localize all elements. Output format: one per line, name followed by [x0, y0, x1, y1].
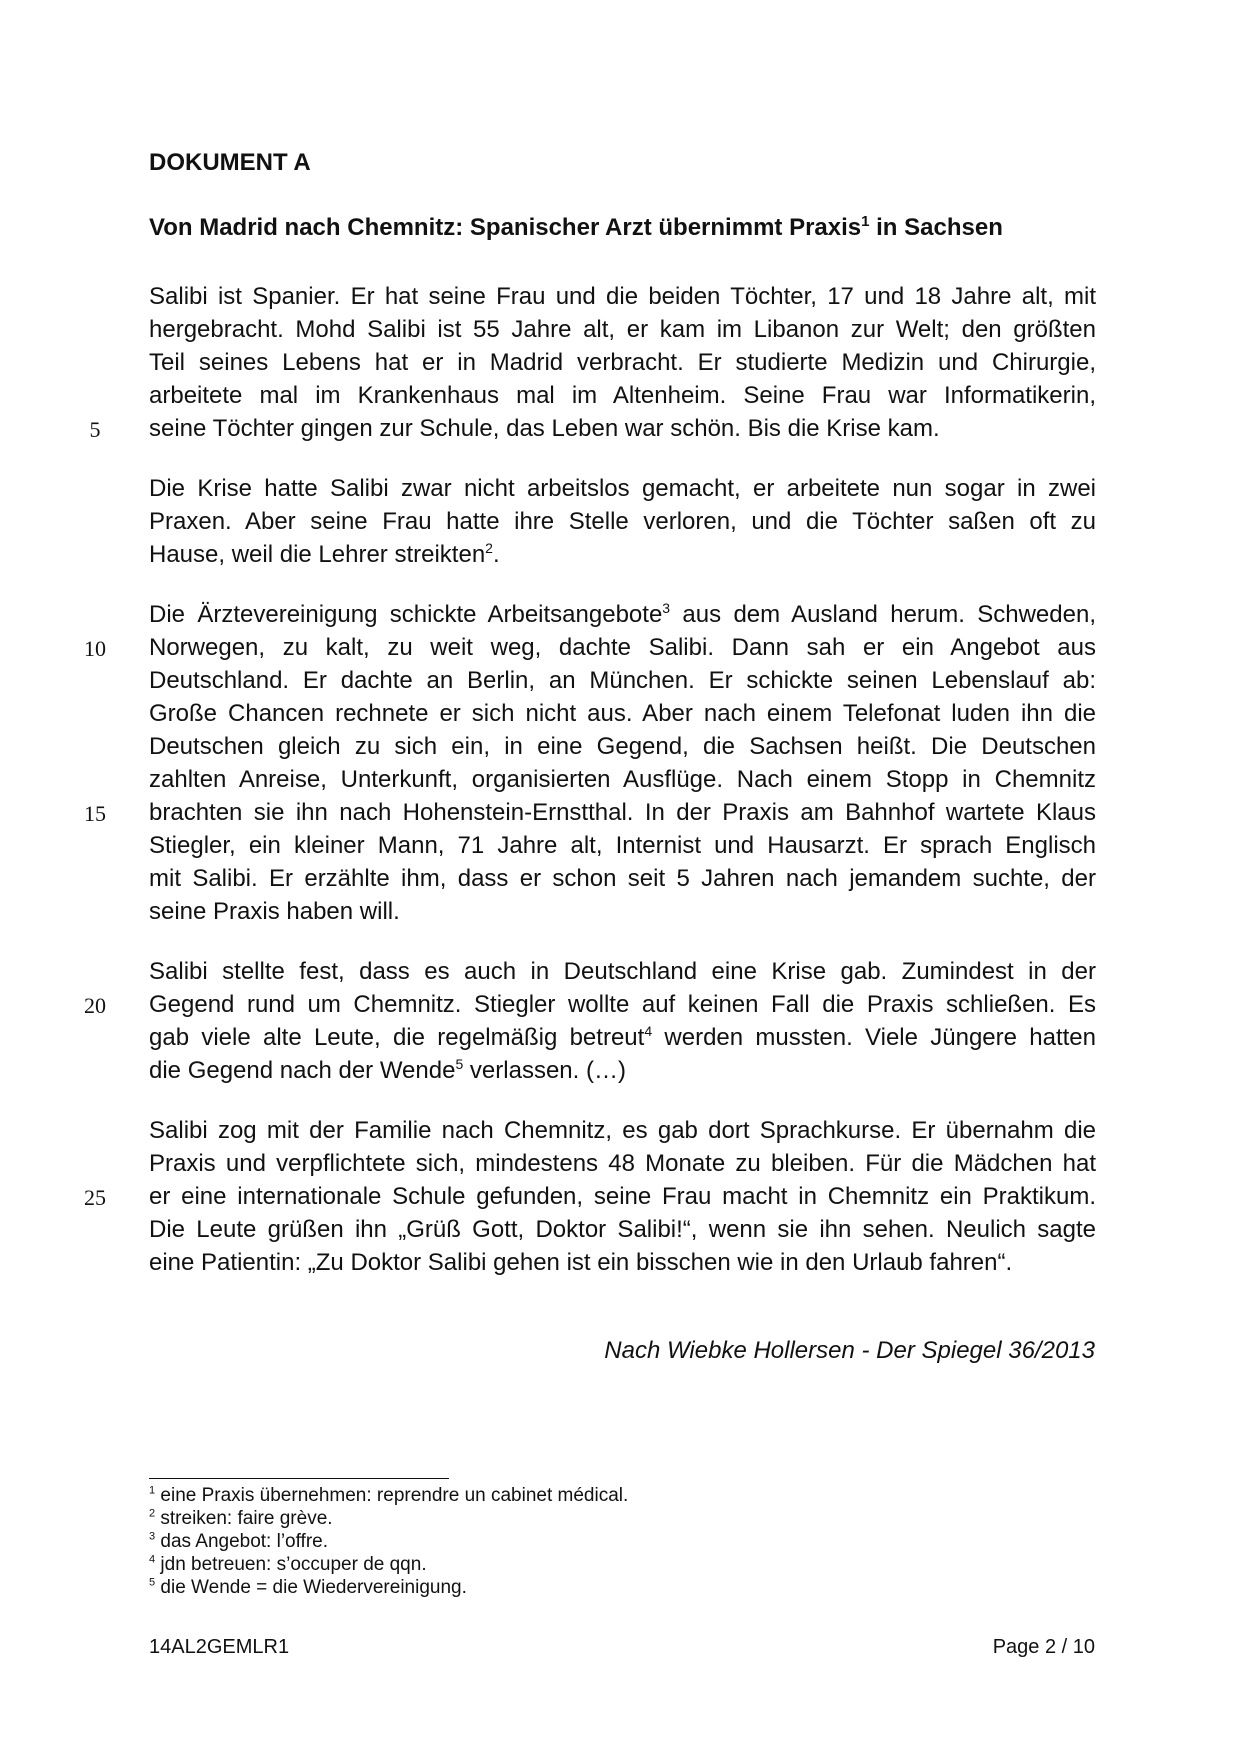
footnote-text: die Wende = die Wiedervereinigung.	[160, 1577, 467, 1598]
body-line-text: brachten sie ihn nach Hohenstein-Ernstthal. In der Praxis am Bahnhof wartete Klaus	[149, 799, 1096, 826]
body-line	[149, 1150, 1096, 1178]
body-line-text: Gegend rund um Chemnitz. Stiegler wollte auf keinen Fall die Praxis schließen. Es	[149, 991, 1096, 1018]
line-number: 5	[89, 417, 101, 442]
body-line-text: Salibi stellte fest, dass es auch in Deutschland eine Krise gab. Zumindest in der	[149, 958, 1096, 985]
body-line-text: Die Krise hatte Salibi zwar nicht arbeitslos gemacht, er arbeitete nun sogar in zwei	[149, 475, 1096, 502]
page-number: Page 2 / 10	[992, 1636, 1095, 1658]
footnote	[149, 1554, 427, 1576]
body-line	[149, 475, 1096, 503]
body-line-text: Die Leute grüßen ihn „Grüß Gott, Doktor Salibi!“, wenn sie ihn sehen. Neulich sagte	[149, 1216, 1096, 1243]
body-line-text-after: aus dem Ausland herum. Schweden,	[670, 601, 1096, 628]
line-number: 10	[84, 636, 106, 661]
body-line	[149, 382, 1096, 410]
body-line-text: zahlten Anreise, Unterkunft, organisierten Ausflüge. Nach einem Stopp in Chemnitz	[149, 766, 1096, 793]
footnote-ref: 2	[485, 540, 493, 556]
body-line-text: Hause, weil die Lehrer streikten	[149, 541, 486, 568]
footnote	[149, 1485, 628, 1507]
footnote	[149, 1577, 467, 1599]
body-line	[149, 1183, 1096, 1211]
body-line-text: Stiegler, ein kleiner Mann, 71 Jahre alt, Internist und Hausarzt. Er sprach Englisch	[149, 832, 1096, 859]
source-citation: Nach Wiebke Hollersen - Der Spiegel 36/2013	[604, 1337, 1095, 1364]
body-line	[149, 766, 1096, 794]
footnote-number: 5	[149, 1576, 156, 1589]
footnote	[149, 1531, 328, 1553]
body-line	[149, 700, 1096, 728]
footnote-number: 1	[149, 1484, 156, 1497]
body-line-text: Die Ärztevereinigung schickte Arbeitsangebote	[149, 601, 663, 628]
line-number: 25	[84, 1185, 106, 1210]
body-line	[149, 1117, 1096, 1145]
body-line-text: arbeitete mal im Krankenhaus mal im Altenheim. Seine Frau war Informatikerin,	[149, 382, 1096, 409]
footnote-text: das Angebot: l’offre.	[160, 1531, 329, 1552]
body-line-text: Salibi ist Spanier. Er hat seine Frau und die beiden Töchter, 17 und 18 Jahre alt, mit	[149, 283, 1096, 310]
footnote-text: streiken: faire grève.	[160, 1508, 333, 1529]
body-line	[149, 832, 1096, 860]
body-line	[149, 508, 1096, 536]
footnote-ref: 4	[644, 1023, 653, 1039]
body-line-text: eine Patientin: „Zu Doktor Salibi gehen ist ein bisschen wie in den Urlaub fahren“.	[149, 1249, 1013, 1276]
body-line-text: seine Praxis haben will.	[149, 898, 400, 925]
body-line-text: seine Töchter gingen zur Schule, das Leben war schön. Bis die Krise kam.	[149, 415, 940, 442]
body-line-text: die Gegend nach der Wende	[149, 1057, 456, 1084]
title-text: Von Madrid nach Chemnitz: Spanischer Arzt übernimmt Praxis	[149, 214, 862, 241]
footnote-ref: 5	[455, 1056, 464, 1072]
footnote-separator	[149, 1478, 449, 1479]
body-line-text-after: .	[492, 541, 500, 568]
body-line	[149, 799, 1096, 827]
document-label: DOKUMENT A	[149, 149, 311, 176]
body-line-text: Große Chancen rechnete er sich nicht aus. Aber nach einem Telefonat luden ihn die	[149, 700, 1096, 727]
body-line-text: gab viele alte Leute, die regelmäßig betreut	[149, 1024, 645, 1051]
body-line	[149, 898, 1096, 926]
body-line	[149, 991, 1096, 1019]
article-title	[149, 214, 1003, 242]
body-line-text-after: verlassen. (…)	[463, 1057, 626, 1084]
body-line	[149, 634, 1096, 662]
footnote-number: 4	[149, 1553, 156, 1566]
body-line	[149, 733, 1096, 761]
body-line-text: Praxen. Aber seine Frau hatte ihre Stelle verloren, und die Töchter saßen oft zu	[149, 508, 1096, 535]
body-line-text: Praxis und verpflichtete sich, mindestens 48 Monate zu bleiben. Für die Mädchen hat	[149, 1150, 1096, 1177]
body-line-text: mit Salibi. Er erzählte ihm, dass er schon seit 5 Jahren nach jemandem suchte, der	[149, 865, 1096, 892]
body-line	[149, 541, 1096, 569]
body-line-text: Norwegen, zu kalt, zu weit weg, dachte Salibi. Dann sah er ein Angebot aus	[149, 634, 1096, 661]
body-line-text: Teil seines Lebens hat er in Madrid verbracht. Er studierte Medizin und Chirurgie,	[149, 349, 1096, 376]
line-number: 15	[84, 801, 106, 826]
title-footnote-ref: 1	[861, 213, 870, 230]
body-line-text: Deutschland. Er dachte an Berlin, an München. Er schickte seinen Lebenslauf ab:	[149, 667, 1096, 694]
body-line-text: hergebracht. Mohd Salibi ist 55 Jahre alt, er kam im Libanon zur Welt; den größten	[149, 316, 1096, 343]
body-line	[149, 283, 1096, 311]
body-line	[149, 1216, 1096, 1244]
body-line-text: er eine internationale Schule gefunden, seine Frau macht in Chemnitz ein Praktikum.	[149, 1183, 1096, 1210]
body-line	[149, 1057, 1096, 1085]
body-line	[149, 667, 1096, 695]
footnote-number: 3	[149, 1530, 156, 1543]
body-line	[149, 958, 1096, 986]
body-line	[149, 1249, 1096, 1277]
body-line-text-after: werden mussten. Viele Jüngere hatten	[652, 1024, 1096, 1051]
body-line	[149, 415, 1096, 443]
title-text-end: in Sachsen	[869, 214, 1003, 241]
body-line-text: Deutschen gleich zu sich ein, in eine Gegend, die Sachsen heißt. Die Deutschen	[149, 733, 1096, 760]
body-line	[149, 601, 1096, 629]
body-line-text: Salibi zog mit der Familie nach Chemnitz, es gab dort Sprachkurse. Er übernahm die	[149, 1117, 1096, 1144]
footnote-ref: 3	[662, 600, 671, 616]
body-line	[149, 865, 1096, 893]
footnote-text: eine Praxis übernehmen: reprendre un cabinet médical.	[160, 1485, 629, 1506]
line-number: 20	[84, 993, 106, 1018]
body-line	[149, 1024, 1096, 1052]
body-line	[149, 316, 1096, 344]
footnote-number: 2	[149, 1507, 156, 1520]
document-code: 14AL2GEMLR1	[149, 1636, 290, 1658]
footnote	[149, 1508, 333, 1530]
footnote-text: jdn betreuen: s’occuper de qqn.	[160, 1554, 427, 1575]
body-line	[149, 349, 1096, 377]
